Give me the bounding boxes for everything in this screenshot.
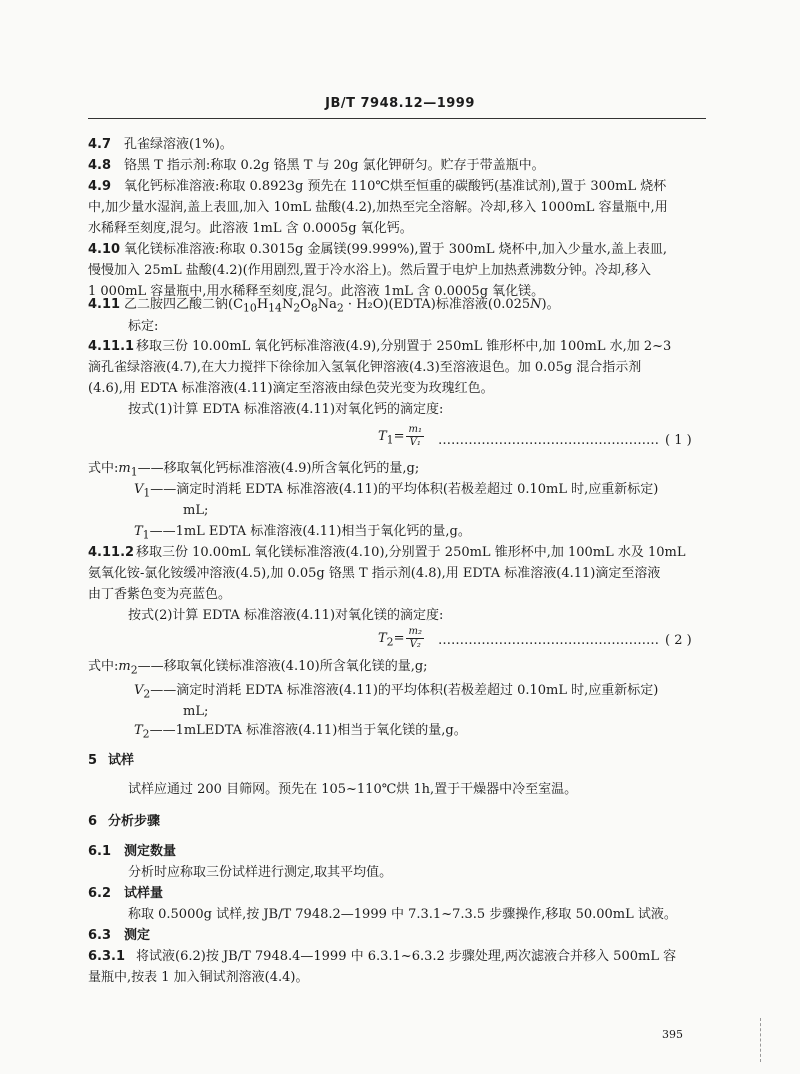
where-2-v: $V_2——$滴定时消耗 EDTA 标准溶液(4.11)的平均体积(若极差超过 0.10mL 时,应重新标定) <box>134 683 659 701</box>
formula-fraction: $\frac{\text{m₂}}{\text{V₂}}$ <box>408 626 422 650</box>
document-header: JB/T 7948.12—1999 <box>325 96 475 111</box>
clause-4-11-1-line4: 按式(1)计算 EDTA 标准溶液(4.11)对氧化钙的滴定度: <box>128 402 444 417</box>
calibration-label: 标定: <box>128 319 159 334</box>
clause-4-11-2-line3: 由丁香紫色变为亮蓝色。 <box>88 587 232 602</box>
clause-number: 4.10 <box>88 242 121 257</box>
clause-4-9-line2: 中,加少量水湿润,盖上表皿,加入 10mL 盐酸(4.2),加热至完全溶解。冷却,移入 1000mL 容量瓶中,用 <box>88 200 668 215</box>
formula-lhs: T <box>378 429 387 444</box>
clause-number: 4.7 <box>88 137 112 152</box>
clause-4-10-line3: 1 000mL 容量瓶中,用水稀释至刻度,混匀。此溶液 1mL 含 0.0005g 氧化镁。 <box>88 284 545 299</box>
formula-2-leader: …………………………………………… <box>438 633 659 648</box>
formula-1-leader: …………………………………………… <box>438 433 659 448</box>
where-2-v-unit: mL; <box>183 704 209 719</box>
clause-number: 4.9 <box>88 179 112 194</box>
clause-4-10 <box>88 243 708 256</box>
where-2-t: $T_2——1mLEDTA$ 标准溶液(4.11)相当于氧化镁的量,g。 <box>134 723 467 741</box>
where-1-v: $V_1——$滴定时消耗 EDTA 标准溶液(4.11)的平均体积(若极差超过 0.10mL 时,应重新标定) <box>134 482 659 500</box>
clause-4-7 <box>88 138 708 151</box>
clause-text: 孔雀绿溶液(1%)。 <box>124 137 233 152</box>
clause-4-11-2-line2: 氨氧化铵-氯化铵缓冲溶液(4.5),加 0.05g 铬黑 T 指示剂(4.8),用 EDTA 标准溶液(4.11)滴定至溶液 <box>88 566 661 581</box>
formula-fraction: $\frac{\text{m₁}}{\text{V₁}}$ <box>408 424 422 448</box>
clause-number: 4.11.1 <box>88 339 135 354</box>
clause-4-11-1-line3: (4.6),用 EDTA 标准溶液(4.11)滴定至溶液由绿色荧光变为玫瑰红色。 <box>88 381 494 396</box>
where-2-m: 式中$:m_2——$移取氧化镁标准溶液(4.10)所含氧化镁的量,g; <box>88 659 428 677</box>
edta-name: 乙二胺四乙酸二钠($C_{10}H_{14}N_2O_8Na_2$ · H₂O)(EDTA)标准溶液(0.025N)。 <box>124 297 560 315</box>
clause-4-11-1 <box>88 340 708 353</box>
where-1-t: $T_1——1mL$ EDTA 标准溶液(4.11)相当于氧化钙的量,g。 <box>134 524 471 542</box>
clause-number: 4.11.2 <box>88 545 135 560</box>
clause-6-3-1 <box>88 950 708 963</box>
clause-4-11-1-line2: 滴孔雀绿溶液(4.7),在大力搅拌下徐徐加入氢氧化钾溶液(4.3)至溶液退色。加 0.05g 混合指示剂 <box>88 360 642 375</box>
section-6-2-text: 称取 0.5000g 试样,按 JB/T 7948.2—1999 中 7.3.1~7.3.5 步骤操作,移取 50.00mL 试液。 <box>128 907 677 922</box>
clause-number: 4.8 <box>88 158 112 173</box>
section-6-3-heading: 6.3 测定 <box>88 928 151 943</box>
formula-1: $T_1=$ $\frac{\text{m₁}}{\text{V₁}}$ <box>378 424 422 448</box>
formula-1-tag: ( 1 ) <box>665 433 692 448</box>
clause-4-10-line2: 慢慢加入 25mL 盐酸(4.2)(作用剧烈,置于冷水浴上)。然后置于电炉上加热煮沸数分钟。冷却,移入 <box>88 263 651 278</box>
clause-4-8 <box>88 159 708 172</box>
clause-4-11-2-line4: 按式(2)计算 EDTA 标准溶液(4.11)对氧化镁的滴定度: <box>128 608 444 623</box>
clause-4-9 <box>88 180 708 193</box>
section-6-1-text: 分析时应称取三份试样进行测定,取其平均值。 <box>128 865 393 880</box>
clause-number: 4.11 <box>88 297 121 312</box>
section-6-1-heading: 6.1 测定数量 <box>88 844 177 859</box>
section-6-heading: 6 分析步骤 <box>88 814 161 829</box>
clause-text: 将试液(6.2)按 JB/T 7948.4—1999 中 6.3.1~6.3.2 步骤处理,两次滤液合并移入 500mL 容 <box>136 949 677 964</box>
header-rule <box>88 118 706 119</box>
formula-lhs: T <box>378 631 387 646</box>
clause-text: 铬黑 T 指示剂:称取 0.2g 铬黑 T 与 20g 氯化钾研匀。贮存于带盖瓶中。 <box>124 158 545 173</box>
clause-text: 移取三份 10.00mL 氧化钙标准溶液(4.9),分别置于 250mL 锥形杯中,加 100mL 水,加 2~3 <box>136 339 672 354</box>
binding-margin-mark <box>760 1018 761 1062</box>
formula-2-tag: ( 2 ) <box>665 633 692 648</box>
clause-4-11 <box>88 298 708 314</box>
clause-number: 6.3.1 <box>88 949 126 964</box>
page-number: 395 <box>662 1028 683 1041</box>
clause-6-3-1-line2: 量瓶中,按表 1 加入铜试剂溶液(4.4)。 <box>88 970 309 985</box>
clause-4-11-2 <box>88 546 708 559</box>
clause-text: 氧化镁标准溶液:称取 0.3015g 金属镁(99.999%),置于 300mL 烧杯中,加入少量水,盖上表皿, <box>124 242 668 257</box>
section-6-2-heading: 6.2 试样量 <box>88 886 164 901</box>
clause-text: 移取三份 10.00mL 氧化镁标准溶液(4.10),分别置于 250mL 锥形杯中,加 100mL 水及 10mL <box>136 545 686 560</box>
formula-2: $T_2=$ $\frac{\text{m₂}}{\text{V₂}}$ <box>378 626 422 650</box>
section-5-heading: 5 试样 <box>88 753 135 768</box>
where-1-v-unit: mL; <box>183 503 209 518</box>
clause-4-9-line3: 水稀释至刻度,混匀。此溶液 1mL 含 0.0005g 氧化钙。 <box>88 221 413 236</box>
where-1-m: 式中$:m_1——$移取氧化钙标准溶液(4.9)所含氧化钙的量,g; <box>88 461 420 479</box>
section-5-text: 试样应通过 200 目筛网。预先在 105~110℃烘 1h,置于干燥器中冷至室温。 <box>128 782 578 797</box>
clause-text: 氧化钙标准溶液:称取 0.8923g 预先在 110℃烘至恒重的碳酸钙(基准试剂),置于 300mL 烧杯 <box>124 179 667 194</box>
